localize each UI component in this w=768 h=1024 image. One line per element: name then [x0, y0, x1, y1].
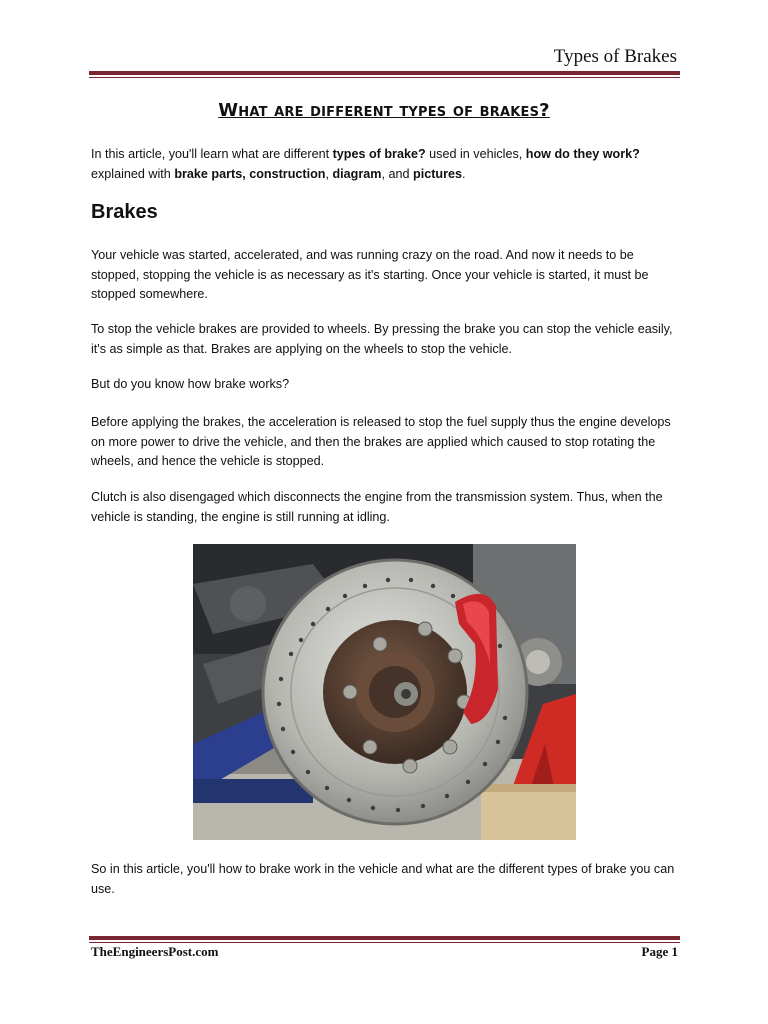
page-number: Page 1 — [641, 944, 678, 959]
footer-rule — [89, 936, 680, 943]
paragraph-6: So in this article, you'll how to brake work in the vehicle and what are the different types of brake you can use. — [91, 862, 675, 896]
brake-disc-photo — [193, 544, 576, 840]
paragraph-3: But do you know how brake works? — [91, 377, 290, 391]
document-title: What are different types of brakes? — [218, 100, 550, 121]
header-rule — [89, 71, 680, 78]
intro-paragraph: In this article, you'll learn what are different types of brake? used in vehicles, how do they work? explained with brake parts, construction, diagram, and pictures. — [91, 147, 640, 181]
section-heading: Brakes — [91, 201, 158, 223]
paragraph-1: Your vehicle was started, accelerated, and was running crazy on the road. And now it needs to be stopped, stopping the vehicle is as necessary as it's starting. Once your vehicle is started, it must be stopped somewhere. — [91, 248, 649, 301]
paragraph-2: To stop the vehicle brakes are provided to wheels. By pressing the brake you can stop the vehicle easily, it's as simple as that. Brakes are applying on the wheels to stop the vehicle. — [91, 322, 673, 356]
footer-site: TheEngineersPost.com — [91, 944, 219, 959]
paragraph-5: Clutch is also disengaged which disconnects the engine from the transmission system. Thus, when the vehicle is standing, the engine is still running at idling. — [91, 490, 663, 524]
running-header: Types of Brakes — [553, 46, 677, 67]
paragraph-4: Before applying the brakes, the acceleration is released to stop the fuel supply thus the engine develops on more power to drive the vehicle, and then the brakes are applied which caused to stop rotating the wheels, and hence the vehicle is stopped. — [91, 415, 671, 468]
